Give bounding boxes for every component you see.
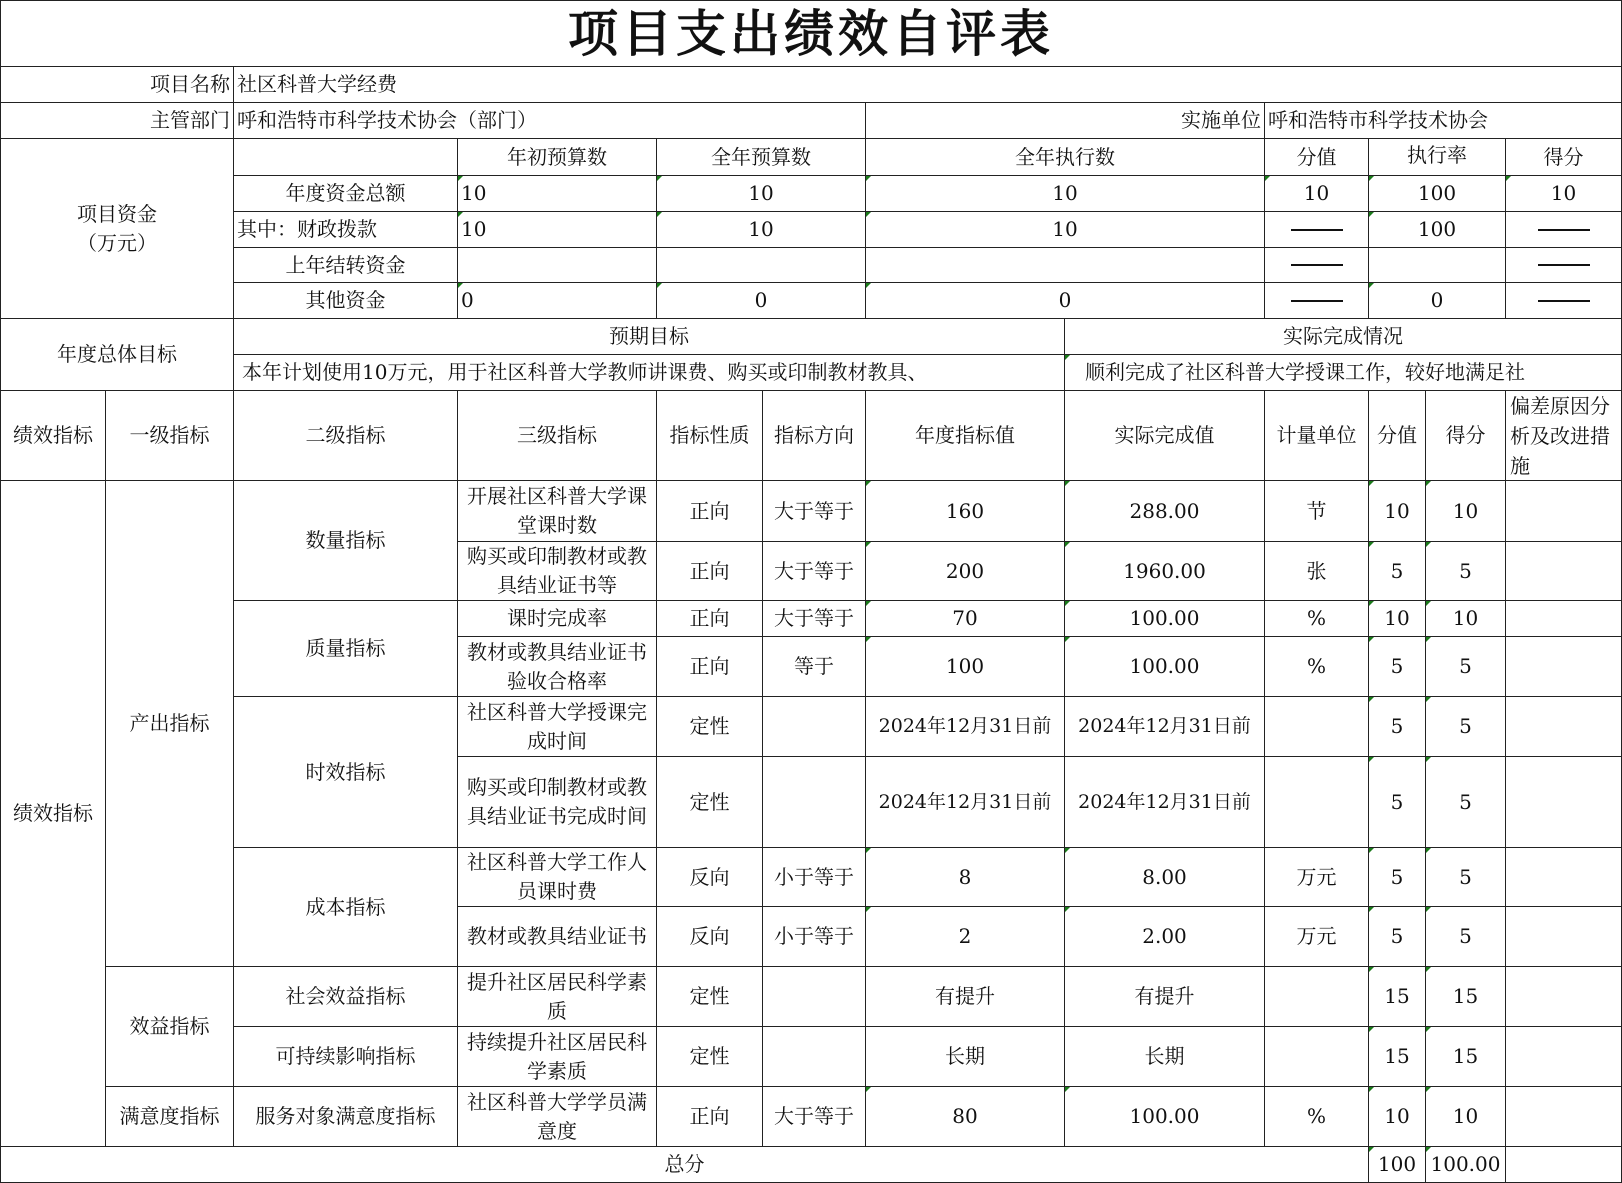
table-row-level3: 社区科普大学授课完成时间 [457, 696, 657, 757]
table-row-deviation[interactable] [1505, 696, 1622, 757]
table-row-weight[interactable]: 15 [1368, 966, 1426, 1027]
table-row-target[interactable]: 2 [865, 906, 1065, 967]
table-row-nature: 定性 [656, 966, 763, 1027]
table-row-deviation[interactable] [1505, 636, 1622, 697]
dash-mark [1538, 300, 1590, 302]
dash-mark [1291, 264, 1343, 266]
page-title [0, 0, 1622, 67]
table-row-target[interactable]: 2024年12月31日前 [865, 696, 1065, 757]
goals-expected-header: 预期目标 [233, 318, 1065, 355]
dept-label: 主管部门 [0, 102, 234, 139]
table-row-unit[interactable] [1264, 756, 1369, 848]
funds-cell-score[interactable]: 10 [1505, 175, 1622, 212]
table-row-unit[interactable] [1264, 966, 1369, 1027]
table-row-level3: 购买或印制教材或教具结业证书等 [457, 541, 657, 601]
table-row-weight[interactable]: 5 [1368, 696, 1426, 757]
unit-label: 实施单位 [865, 102, 1265, 139]
funds-cell-annual[interactable]: 10 [656, 211, 866, 248]
table-row-target[interactable]: 70 [865, 600, 1065, 637]
table-row-nature: 正向 [656, 600, 763, 637]
table-row-actual[interactable]: 100.00 [1064, 600, 1265, 637]
level2-service-satisfaction: 服务对象满意度指标 [233, 1086, 458, 1147]
table-row-direction: 大于等于 [762, 541, 866, 601]
project-name-value[interactable]: 社区科普大学经费 [233, 66, 1622, 103]
level1-satisfaction: 满意度指标 [105, 1086, 234, 1147]
table-row-target[interactable]: 100 [865, 636, 1065, 697]
table-row-level3: 课时完成率 [457, 600, 657, 637]
funds-cell-rate[interactable]: 100 [1368, 211, 1506, 248]
table-row-actual[interactable]: 2024年12月31日前 [1064, 756, 1265, 848]
table-row-actual[interactable]: 2024年12月31日前 [1064, 696, 1265, 757]
table-row-deviation[interactable] [1505, 906, 1622, 967]
level1-output: 产出指标 [105, 480, 234, 967]
funds-label-line2: （万元） [77, 230, 157, 255]
funds-row-label: 其中：财政拨款 [233, 211, 458, 248]
ind-header-unit: 计量单位 [1264, 390, 1369, 481]
level2-quality: 质量指标 [233, 600, 458, 697]
table-row-nature: 反向 [656, 906, 763, 967]
goals-actual-header: 实际完成情况 [1064, 318, 1622, 355]
table-row-nature: 定性 [656, 696, 763, 757]
ind-header-direction: 指标方向 [762, 390, 866, 481]
ind-header-deviation: 偏差原因分析及改进措施 [1505, 390, 1622, 481]
table-row-nature: 反向 [656, 847, 763, 907]
table-row-actual[interactable]: 100.00 [1064, 636, 1265, 697]
funds-cell-annual[interactable]: 10 [656, 175, 866, 212]
dash-mark [1538, 264, 1590, 266]
table-row-score[interactable]: 5 [1425, 541, 1506, 601]
table-row-target[interactable]: 有提升 [865, 966, 1065, 1027]
funds-section-label [0, 138, 234, 319]
table-row-nature: 定性 [656, 1026, 763, 1087]
table-row-deviation[interactable] [1505, 600, 1622, 637]
table-row-score[interactable]: 15 [1425, 1026, 1506, 1087]
table-row-level3: 教材或教具结业证书 [457, 906, 657, 967]
ind-header-actual: 实际完成值 [1064, 390, 1265, 481]
total-score[interactable]: 100.00 [1425, 1146, 1506, 1183]
goals-section-label: 年度总体目标 [0, 318, 234, 391]
table-row-unit[interactable]: 节 [1264, 480, 1369, 542]
table-row-unit[interactable]: % [1264, 1086, 1369, 1147]
table-row-direction: 大于等于 [762, 600, 866, 637]
goals-expected-text[interactable]: 本年计划使用10万元，用于社区科普大学教师讲课费、购买或印制教材教具、 [233, 354, 1065, 391]
table-row-actual[interactable]: 100.00 [1064, 1086, 1265, 1147]
table-row-direction: 大于等于 [762, 480, 866, 542]
table-row-score[interactable]: 15 [1425, 966, 1506, 1027]
funds-header-annual-budget: 全年预算数 [656, 138, 866, 176]
table-row-deviation[interactable] [1505, 847, 1622, 907]
table-row-score[interactable]: 5 [1425, 756, 1506, 848]
table-row-nature: 正向 [656, 1086, 763, 1147]
table-row-score[interactable]: 5 [1425, 636, 1506, 697]
table-row-direction: 小于等于 [762, 847, 866, 907]
table-row-level3: 社区科普大学学员满意度 [457, 1086, 657, 1147]
level2-cost: 成本指标 [233, 847, 458, 967]
table-row-score[interactable]: 5 [1425, 906, 1506, 967]
table-row-unit[interactable] [1264, 696, 1369, 757]
table-row-actual[interactable]: 288.00 [1064, 480, 1265, 542]
table-row-target[interactable]: 2024年12月31日前 [865, 756, 1065, 848]
table-row-nature: 定性 [656, 756, 763, 848]
perf-indicators-label: 绩效指标 [0, 480, 106, 1147]
funds-cell-rate[interactable] [1368, 247, 1506, 283]
dept-value[interactable]: 呼和浩特市科学技术协会（部门） [233, 102, 866, 139]
table-row-nature: 正向 [656, 636, 763, 697]
funds-cell-initial[interactable]: 10 [457, 175, 657, 212]
ind-header-score: 得分 [1425, 390, 1506, 481]
ind-header-level1: 一级指标 [105, 390, 234, 481]
table-row-deviation[interactable] [1505, 756, 1622, 848]
table-row-target[interactable]: 长期 [865, 1026, 1065, 1087]
table-row-weight[interactable]: 5 [1368, 847, 1426, 907]
funds-cell-initial[interactable] [457, 247, 657, 283]
table-row-level3: 购买或印制教材或教具结业证书完成时间 [457, 756, 657, 848]
funds-cell-weight[interactable]: 10 [1264, 175, 1369, 212]
table-row-target[interactable]: 200 [865, 541, 1065, 601]
table-row-direction: 小于等于 [762, 906, 866, 967]
table-row-unit[interactable]: 万元 [1264, 906, 1369, 967]
table-row-target[interactable]: 80 [865, 1086, 1065, 1147]
table-row-unit[interactable]: 张 [1264, 541, 1369, 601]
level1-benefit: 效益指标 [105, 966, 234, 1087]
funds-cell-executed[interactable] [865, 247, 1265, 283]
project-name-label: 项目名称 [0, 66, 234, 103]
table-row-nature: 正向 [656, 480, 763, 542]
level2-quantity: 数量指标 [233, 480, 458, 601]
table-row-direction [762, 756, 866, 848]
funds-header-blank [233, 138, 458, 176]
table-row-unit[interactable]: 万元 [1264, 847, 1369, 907]
table-row-level3: 教材或教具结业证书验收合格率 [457, 636, 657, 697]
table-row-score[interactable]: 5 [1425, 696, 1506, 757]
funds-cell-annual[interactable]: 0 [656, 282, 866, 319]
table-row-direction: 大于等于 [762, 1086, 866, 1147]
table-row-score[interactable]: 10 [1425, 600, 1506, 637]
table-row-deviation[interactable] [1505, 966, 1622, 1027]
funds-cell-weight-dash[interactable] [1264, 211, 1369, 248]
level2-social-benefit: 社会效益指标 [233, 966, 458, 1027]
funds-header-annual-execution: 全年执行数 [865, 138, 1265, 176]
funds-header-initial-budget: 年初预算数 [457, 138, 657, 176]
table-row-weight[interactable]: 5 [1368, 541, 1426, 601]
table-row-score[interactable]: 10 [1425, 1086, 1506, 1147]
table-row-weight[interactable]: 5 [1368, 636, 1426, 697]
funds-cell-rate[interactable]: 100 [1368, 175, 1506, 212]
table-row-direction [762, 966, 866, 1027]
table-row-score[interactable]: 5 [1425, 847, 1506, 907]
table-row-deviation[interactable] [1505, 541, 1622, 601]
funds-row-label: 其他资金 [233, 282, 458, 319]
total-label: 总分 [0, 1146, 1369, 1183]
table-row-direction [762, 696, 866, 757]
table-row-deviation[interactable] [1505, 480, 1622, 542]
table-row-level3: 持续提升社区居民科学素质 [457, 1026, 657, 1087]
funds-row-label: 年度资金总额 [233, 175, 458, 212]
funds-cell-weight-dash[interactable] [1264, 247, 1369, 283]
table-row-weight[interactable]: 10 [1368, 600, 1426, 637]
table-row-level3: 社区科普大学工作人员课时费 [457, 847, 657, 907]
table-row-actual[interactable]: 1960.00 [1064, 541, 1265, 601]
unit-value[interactable]: 呼和浩特市科学技术协会 [1264, 102, 1622, 139]
funds-cell-annual[interactable] [656, 247, 866, 283]
funds-header-execution-rate: 执行率 [1368, 138, 1506, 176]
goals-actual-text[interactable]: 顺利完成了社区科普大学授课工作，较好地满足社 [1064, 354, 1622, 391]
funds-cell-score-dash[interactable] [1505, 211, 1622, 248]
table-row-actual[interactable]: 2.00 [1064, 906, 1265, 967]
table-row-weight[interactable]: 10 [1368, 480, 1426, 542]
funds-cell-initial[interactable]: 10 [457, 211, 657, 248]
ind-header-target: 年度指标值 [865, 390, 1065, 481]
funds-cell-weight-dash[interactable] [1264, 282, 1369, 319]
funds-cell-initial[interactable]: 0 [457, 282, 657, 319]
dash-mark [1291, 229, 1343, 231]
funds-header-weight: 分值 [1264, 138, 1369, 176]
table-row-actual[interactable]: 8.00 [1064, 847, 1265, 907]
table-row-actual[interactable]: 有提升 [1064, 966, 1265, 1027]
ind-header-weight: 分值 [1368, 390, 1426, 481]
table-row-deviation[interactable] [1505, 1086, 1622, 1147]
table-row-weight[interactable]: 5 [1368, 906, 1426, 967]
table-row-level3: 提升社区居民科学素质 [457, 966, 657, 1027]
ind-header-perf: 绩效指标 [0, 390, 106, 481]
level2-sustainable-impact: 可持续影响指标 [233, 1026, 458, 1087]
dash-mark [1538, 229, 1590, 231]
ind-header-level2: 二级指标 [233, 390, 458, 481]
funds-cell-executed[interactable]: 10 [865, 175, 1265, 212]
table-row-unit[interactable]: % [1264, 600, 1369, 637]
table-row-weight[interactable]: 5 [1368, 756, 1426, 848]
dash-mark [1291, 300, 1343, 302]
table-row-nature: 正向 [656, 541, 763, 601]
funds-row-label: 上年结转资金 [233, 247, 458, 283]
table-row-score[interactable]: 10 [1425, 480, 1506, 542]
funds-cell-score-dash[interactable] [1505, 247, 1622, 283]
ind-header-nature: 指标性质 [656, 390, 763, 481]
page-title-text: 项目支出绩效自评表 [568, 4, 1054, 63]
table-row-direction: 等于 [762, 636, 866, 697]
table-row-actual[interactable]: 长期 [1064, 1026, 1265, 1087]
total-deviation[interactable] [1505, 1146, 1622, 1183]
funds-header-score: 得分 [1505, 138, 1622, 176]
level2-timeliness: 时效指标 [233, 696, 458, 848]
table-row-unit[interactable] [1264, 1026, 1369, 1087]
funds-cell-score-dash[interactable] [1505, 282, 1622, 319]
table-row-weight[interactable]: 10 [1368, 1086, 1426, 1147]
table-row-level3: 开展社区科普大学课堂课时数 [457, 480, 657, 542]
table-row-target[interactable]: 8 [865, 847, 1065, 907]
total-weight[interactable]: 100 [1368, 1146, 1426, 1183]
funds-label-line1: 项目资金 [77, 201, 157, 226]
funds-cell-executed[interactable]: 0 [865, 282, 1265, 319]
table-row-weight[interactable]: 15 [1368, 1026, 1426, 1087]
table-row-target[interactable]: 160 [865, 480, 1065, 542]
table-row-unit[interactable]: % [1264, 636, 1369, 697]
funds-cell-executed[interactable]: 10 [865, 211, 1265, 248]
table-row-direction [762, 1026, 866, 1087]
table-row-deviation[interactable] [1505, 1026, 1622, 1087]
ind-header-level3: 三级指标 [457, 390, 657, 481]
funds-cell-rate[interactable]: 0 [1368, 282, 1506, 319]
